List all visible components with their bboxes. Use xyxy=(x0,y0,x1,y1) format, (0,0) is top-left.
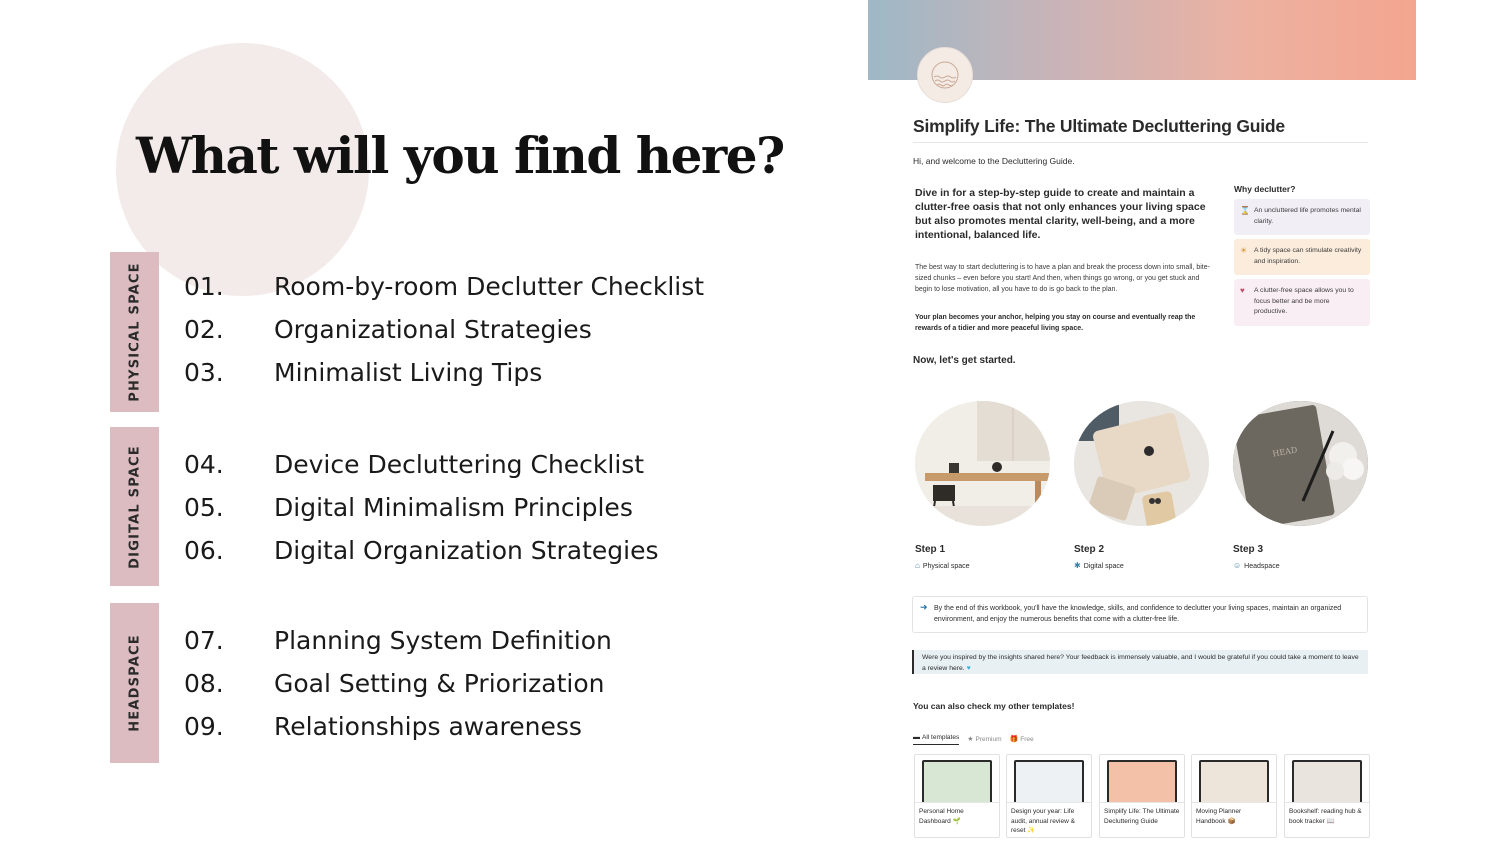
card-screen xyxy=(1109,762,1175,802)
item-text: Organizational Strategies xyxy=(274,315,592,344)
callout-creativity xyxy=(1234,239,1370,275)
intro-text: Dive in for a step-by-step guide to create and maintain a clutter-free oasis that not only enhances your living space but also promotes mental clarity, well-being, and a more intentional, balanced life. xyxy=(915,187,1206,241)
list-item xyxy=(184,712,582,741)
step-1-image[interactable] xyxy=(915,401,1050,526)
tab-all-templates[interactable] xyxy=(913,733,959,745)
step-2-image[interactable] xyxy=(1074,401,1209,526)
step-1-sub[interactable] xyxy=(915,561,970,570)
card-thumbnail xyxy=(1285,755,1369,803)
gallery-icon: ▬ xyxy=(913,734,920,741)
callout-text: A clutter-free space allows you to focus better and be more productive. xyxy=(1254,287,1354,315)
item-number: 04. xyxy=(184,450,224,479)
divider xyxy=(913,142,1368,143)
list-item xyxy=(184,358,542,387)
callout-text: A tidy space can stimulate creativity and inspiration. xyxy=(1254,247,1362,265)
step-3-sub[interactable] xyxy=(1233,561,1280,570)
laptop-frame xyxy=(922,760,992,802)
head-icon: ☺ xyxy=(1233,561,1242,570)
laptop-frame xyxy=(1292,760,1362,802)
step-3-image[interactable] xyxy=(1233,401,1368,526)
card-label: Moving Planner Handbook 📦 xyxy=(1196,808,1242,825)
item-number: 08. xyxy=(184,669,224,698)
body-paragraph-bold: Your plan becomes your anchor, helping you stay on course and eventually reap the rewards of a tidier and more peaceful living space. xyxy=(915,314,1196,332)
item-text: Device Decluttering Checklist xyxy=(274,450,645,479)
item-text: Room-by-room Declutter Checklist xyxy=(274,272,705,301)
card-label: Design your year: Life audit, annual review & reset ✨ xyxy=(1011,808,1075,834)
step-1-label[interactable]: Step 1 xyxy=(915,544,946,555)
step-2-label[interactable]: Step 2 xyxy=(1074,544,1105,555)
item-number: 02. xyxy=(184,315,224,344)
item-number: 05. xyxy=(184,493,224,522)
slide-headline: What will you find here? xyxy=(136,126,784,185)
item-number: 06. xyxy=(184,536,224,565)
tab-label: Premium xyxy=(975,735,1002,743)
item-number: 01. xyxy=(184,272,224,301)
gift-icon: 🎁 xyxy=(1009,736,1019,743)
callout-clarity xyxy=(1234,199,1370,235)
item-number: 07. xyxy=(184,626,224,655)
star-icon: ★ xyxy=(967,736,974,743)
item-text: Digital Organization Strategies xyxy=(274,536,659,565)
arrow-right-icon: ➜ xyxy=(920,602,928,612)
summary-callout xyxy=(912,596,1368,633)
item-text: Relationships awareness xyxy=(274,712,582,741)
item-text: Digital Minimalism Principles xyxy=(274,493,633,522)
card-screen xyxy=(924,762,990,802)
section-label: DIGITAL SPACE xyxy=(127,444,142,569)
list-item xyxy=(184,272,704,301)
step-2-sub[interactable] xyxy=(1074,561,1124,570)
section-band-physical xyxy=(110,252,159,412)
hourglass-icon: ⌛ xyxy=(1240,206,1250,215)
start-text: Now, let's get started. xyxy=(913,355,1016,366)
card-thumbnail xyxy=(1007,755,1091,803)
template-card[interactable] xyxy=(1284,754,1370,838)
tab-label: Free xyxy=(1020,735,1034,743)
list-item xyxy=(184,493,633,522)
card-label: Personal Home Dashboard 🌱 xyxy=(919,808,964,825)
list-item xyxy=(184,450,644,479)
gallery-tabs xyxy=(913,733,1034,745)
other-templates-heading: You can also check my other templates! xyxy=(913,701,1075,711)
laptop-frame xyxy=(1014,760,1084,802)
list-item xyxy=(184,669,605,698)
section-label: HEADSPACE xyxy=(127,634,142,732)
card-thumbnail xyxy=(1192,755,1276,803)
step-3-label[interactable]: Step 3 xyxy=(1233,544,1264,555)
item-text: Goal Setting & Priorization xyxy=(274,669,605,698)
item-text: Planning System Definition xyxy=(274,626,612,655)
card-label: Simplify Life: The Ultimate Decluttering Guide xyxy=(1104,808,1180,825)
step-sub-text: Digital space xyxy=(1083,563,1124,570)
summary-text: By the end of this workbook, you'll have the knowledge, skills, and confidence to declutter your living spaces, maintain an organized environment, and enjoy the numerous benefits that come with a clutter-free life. xyxy=(934,605,1342,623)
waves-icon xyxy=(917,47,973,103)
callout-text: An uncluttered life promotes mental clarity. xyxy=(1254,207,1361,225)
laptop-frame xyxy=(1107,760,1177,802)
tab-label: All templates xyxy=(922,734,960,741)
section-band-digital xyxy=(110,427,159,586)
tab-free[interactable] xyxy=(1010,733,1034,745)
welcome-text: Hi, and welcome to the Decluttering Guide. xyxy=(913,156,1075,166)
section-band-headspace xyxy=(110,603,159,763)
why-heading: Why declutter? xyxy=(1234,184,1296,194)
tab-premium[interactable] xyxy=(967,733,1001,745)
template-card[interactable] xyxy=(1191,754,1277,838)
feedback-quote xyxy=(912,650,1368,674)
step-sub-text: Headspace xyxy=(1244,563,1280,570)
body-paragraph: The best way to start decluttering is to have a plan and break the process down into small, bite-sized chunks – even before you start! And then, when things go wrong, or you get stuck and begin to lose motivation, all you have to do is go back to the plan. xyxy=(915,264,1210,293)
sparkle-icon: ☀ xyxy=(1240,246,1248,255)
laptop-frame xyxy=(1199,760,1269,802)
list-item xyxy=(184,315,592,344)
template-card[interactable] xyxy=(1099,754,1185,838)
section-label: PHYSICAL SPACE xyxy=(127,262,142,402)
page-title: Simplify Life: The Ultimate Decluttering Guide xyxy=(913,116,1285,136)
step-sub-text: Physical space xyxy=(922,563,970,570)
list-item xyxy=(184,626,612,655)
card-screen xyxy=(1294,762,1360,802)
heart-icon: ♥ xyxy=(1240,286,1245,295)
item-number: 03. xyxy=(184,358,224,387)
card-thumbnail xyxy=(1100,755,1184,803)
card-thumbnail xyxy=(915,755,999,803)
heart-icon: ♥ xyxy=(966,664,971,672)
feedback-text[interactable]: Were you inspired by the insights shared here? Your feedback is immensely valuable, and I would be grateful if you could take a moment to leave a review here. xyxy=(922,654,1359,672)
card-screen xyxy=(1016,762,1082,802)
item-number: 09. xyxy=(184,712,224,741)
list-item xyxy=(184,536,658,565)
template-card[interactable] xyxy=(1006,754,1092,838)
gear-icon: ✱ xyxy=(1074,561,1081,570)
card-screen xyxy=(1201,762,1267,802)
callout-focus xyxy=(1234,279,1370,326)
item-text: Minimalist Living Tips xyxy=(274,358,543,387)
card-label: Bookshelf: reading hub & book tracker 📖 xyxy=(1289,808,1362,825)
template-card[interactable] xyxy=(914,754,1000,838)
svg-text:HEAD: HEAD xyxy=(1271,445,1299,459)
rainbow-icon: ⌂ xyxy=(915,561,920,570)
